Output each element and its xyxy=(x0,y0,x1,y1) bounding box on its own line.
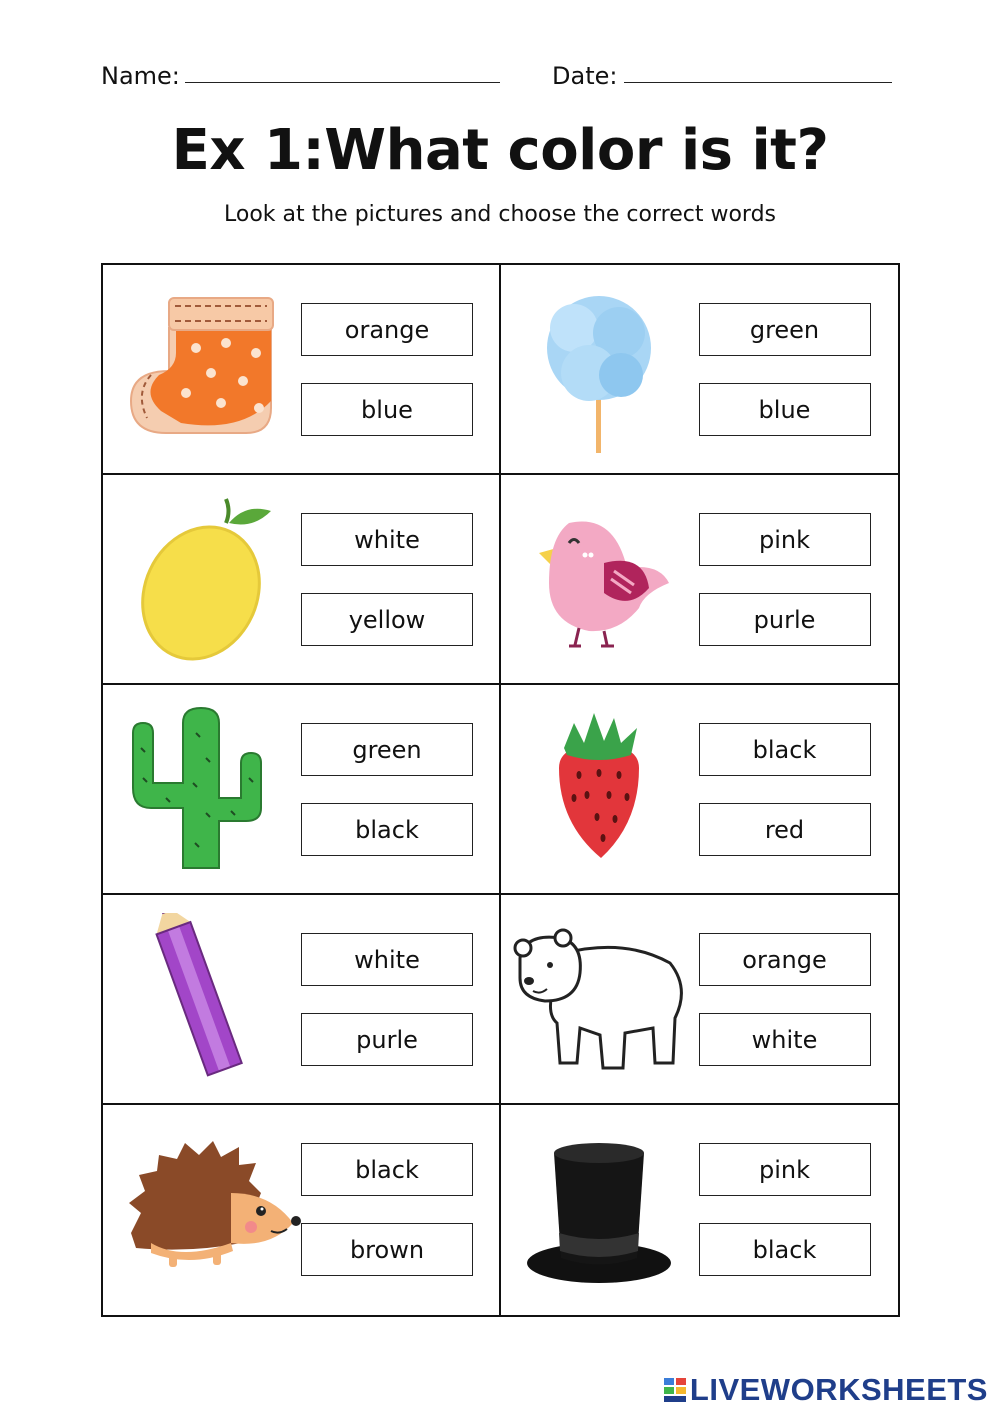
answer-option[interactable]: blue xyxy=(301,383,473,436)
exercise-item xyxy=(103,685,501,895)
exercise-grid xyxy=(101,263,900,1317)
answer-option[interactable]: yellow xyxy=(301,593,473,646)
answer-option[interactable]: green xyxy=(699,303,871,356)
answer-option[interactable]: purle xyxy=(699,593,871,646)
answer-option[interactable]: white xyxy=(301,513,473,566)
answer-option[interactable]: brown xyxy=(301,1223,473,1276)
answer-option[interactable]: black xyxy=(301,803,473,856)
pencil-icon xyxy=(121,913,281,1083)
hedgehog-icon xyxy=(121,1123,301,1293)
exercise-item xyxy=(103,1105,501,1315)
logo-mark-icon xyxy=(664,1378,686,1402)
logo-text: LIVEWORKSHEETS xyxy=(689,1372,988,1407)
answer-option[interactable]: orange xyxy=(699,933,871,986)
answer-option[interactable]: pink xyxy=(699,513,871,566)
instructions: Look at the pictures and choose the correct words xyxy=(223,202,776,227)
exercise-item xyxy=(501,265,899,475)
exercise-item xyxy=(103,475,501,685)
answer-option[interactable]: red xyxy=(699,803,871,856)
polar-bear-icon xyxy=(505,913,690,1083)
answer-option[interactable]: white xyxy=(699,1013,871,1066)
exercise-item xyxy=(501,685,899,895)
top-hat-icon xyxy=(519,1123,679,1293)
strawberry-icon xyxy=(519,703,679,873)
date-field[interactable] xyxy=(624,82,892,83)
exercise-item xyxy=(501,895,899,1105)
name-label: Name: xyxy=(101,62,180,90)
name-field[interactable] xyxy=(185,82,500,83)
liveworksheets-logo xyxy=(664,1372,988,1408)
answer-option[interactable]: black xyxy=(699,1223,871,1276)
answer-option[interactable]: orange xyxy=(301,303,473,356)
sock-icon xyxy=(121,283,281,453)
answer-option[interactable]: pink xyxy=(699,1143,871,1196)
date-label: Date: xyxy=(552,62,618,90)
lemon-icon xyxy=(121,493,281,663)
answer-option[interactable]: blue xyxy=(699,383,871,436)
exercise-item xyxy=(103,895,501,1105)
answer-option[interactable]: black xyxy=(301,1143,473,1196)
page-title: Ex 1:What color is it? xyxy=(171,118,829,183)
answer-option[interactable]: white xyxy=(301,933,473,986)
cotton-candy-icon xyxy=(519,283,679,453)
exercise-item xyxy=(103,265,501,475)
cactus-icon xyxy=(121,703,281,873)
exercise-item xyxy=(501,1105,899,1315)
answer-option[interactable]: purle xyxy=(301,1013,473,1066)
exercise-item xyxy=(501,475,899,685)
answer-option[interactable]: black xyxy=(699,723,871,776)
answer-option[interactable]: green xyxy=(301,723,473,776)
bird-icon xyxy=(519,493,679,663)
